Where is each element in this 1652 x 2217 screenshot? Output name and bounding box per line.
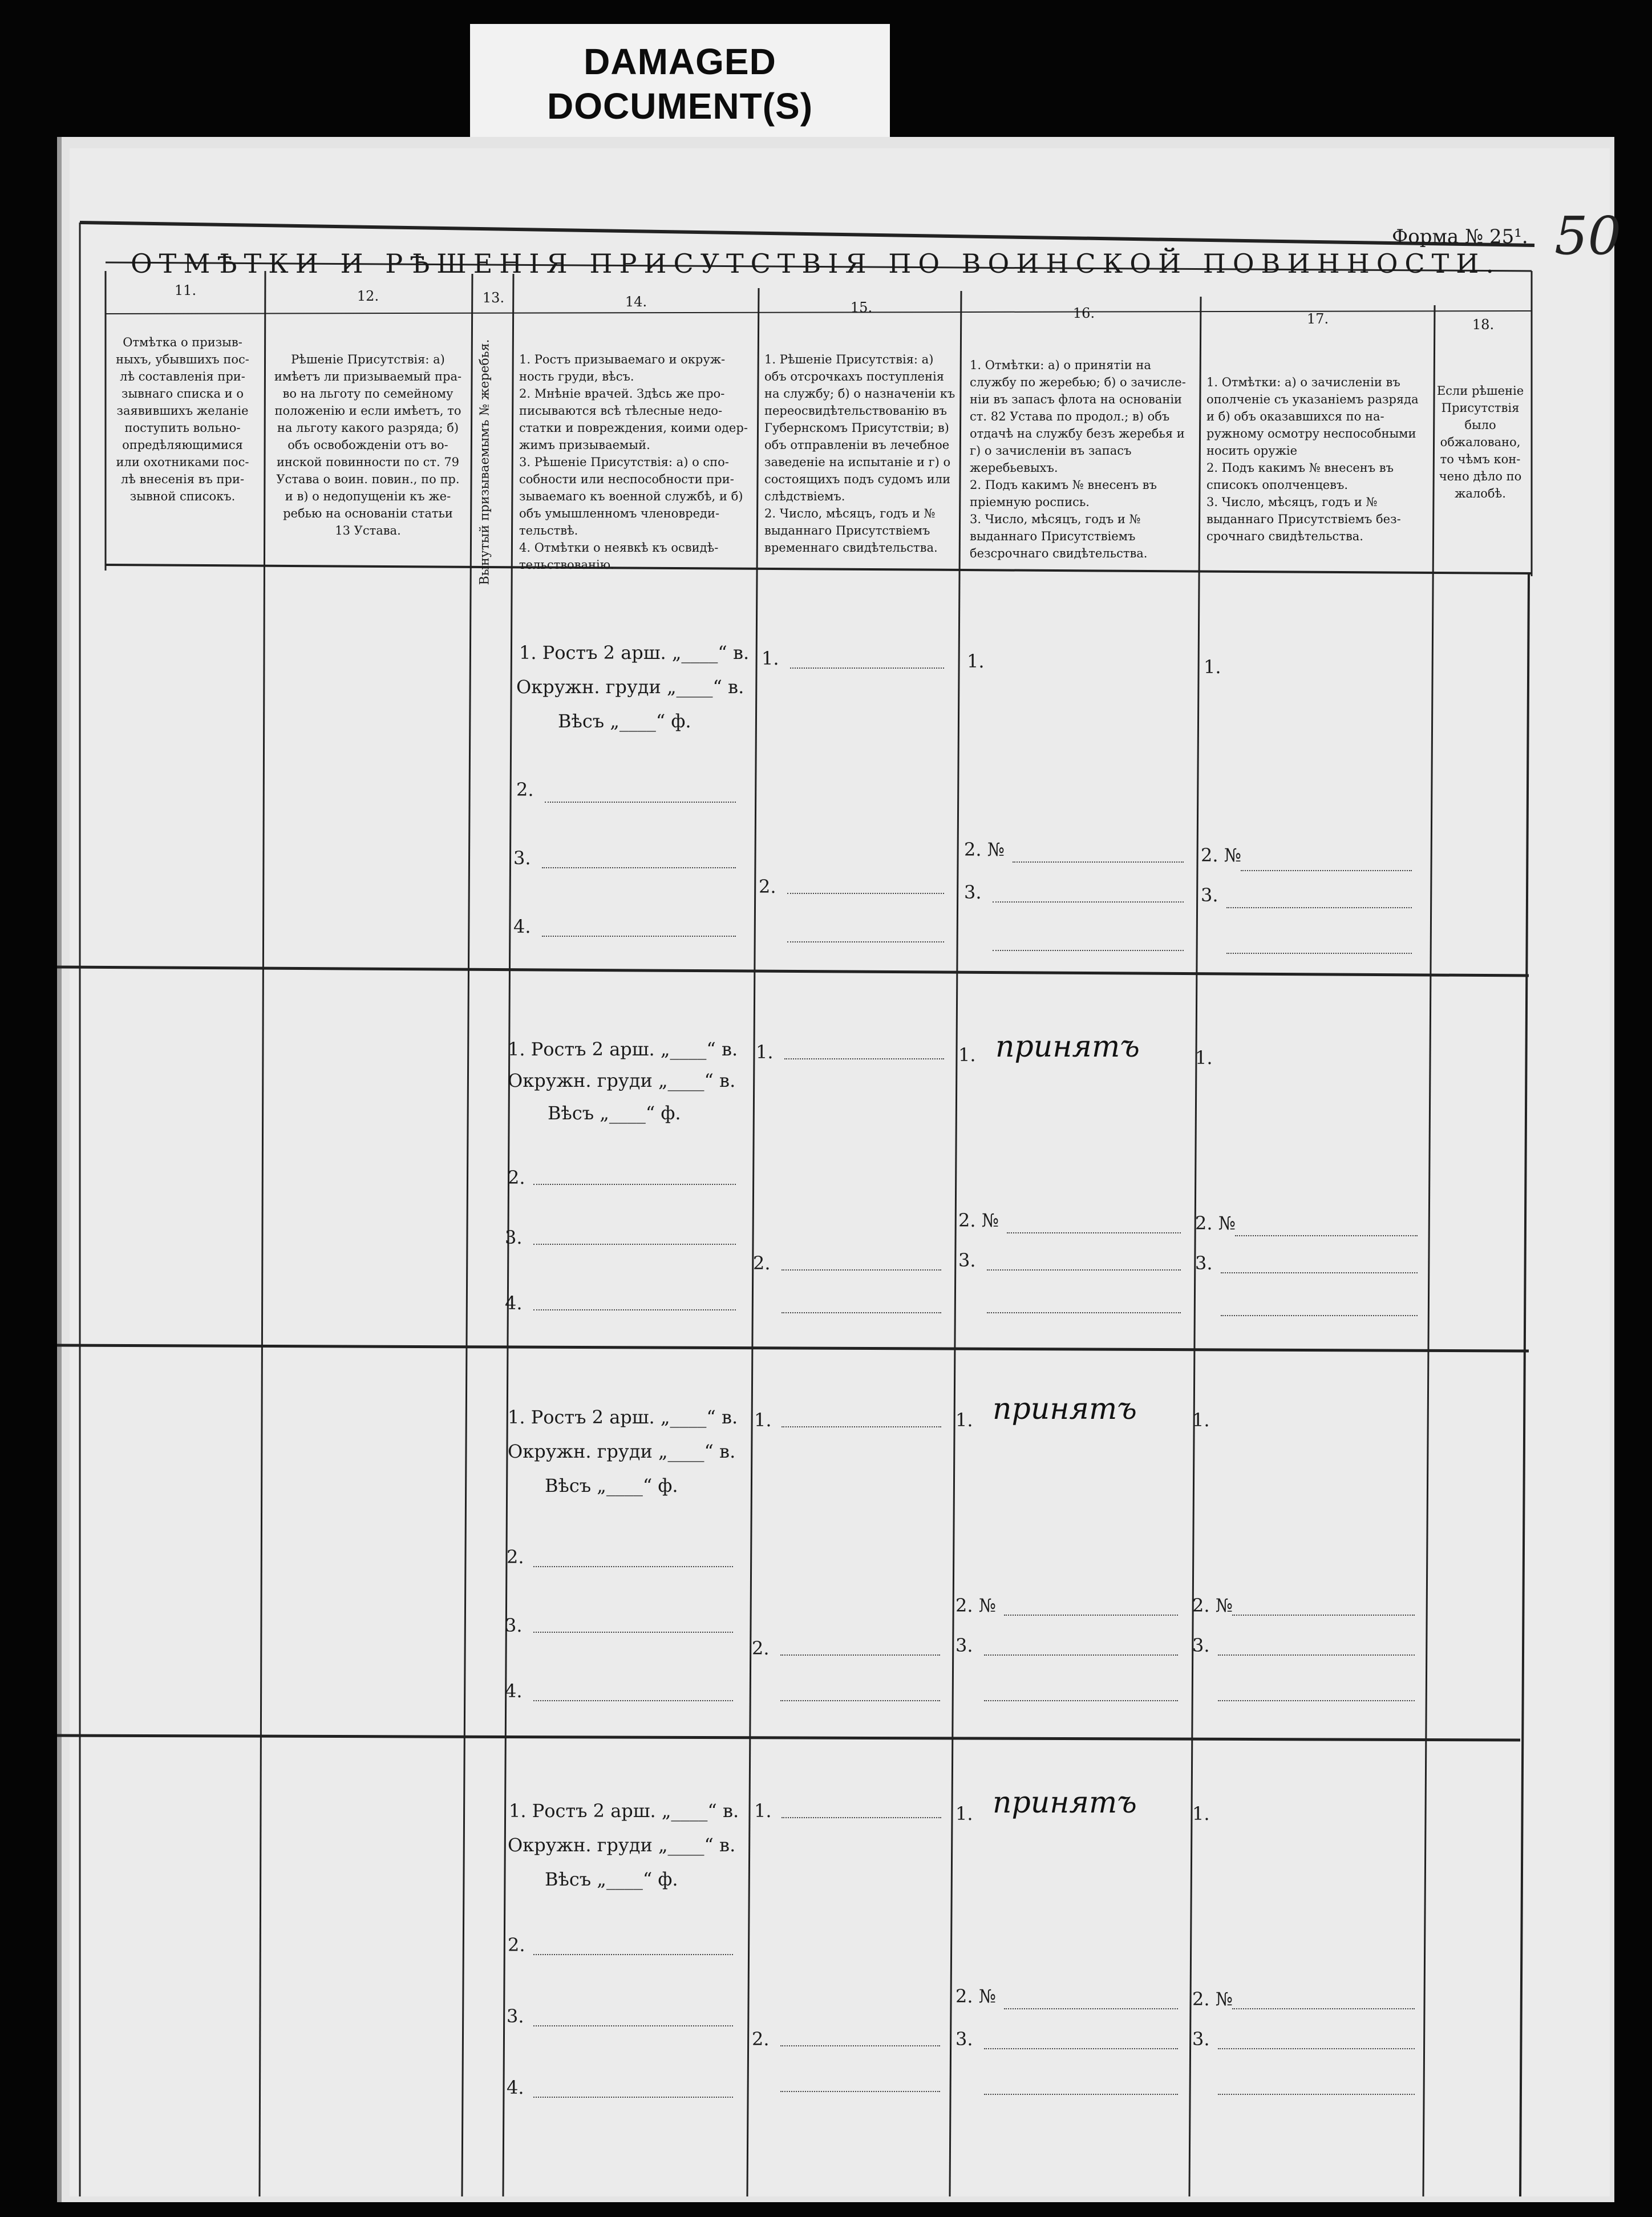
c16-item-2: 2. №	[955, 1595, 996, 1616]
c17-item-1: 1.	[1195, 1047, 1213, 1069]
label-line-2: DOCUMENT(S)	[546, 86, 813, 127]
height-field: 1. Ростъ 2 арш. „____“ в.	[508, 1406, 738, 1428]
c16-item-2: 2. №	[955, 1985, 996, 2007]
c17-item-1: 1.	[1204, 656, 1221, 678]
c15-item-2: 2.	[752, 1637, 770, 1659]
col-num-18: 18.	[1472, 317, 1495, 333]
col-header-17: 1. Отмѣтки: а) о зачисленіи въ ополченіе съ указаніемъ разряда и б) объ оказавшихся по наружному осмотру неспособными носить оружіе 2. Подъ какимъ № внесенъ въ списокъ ополченцевъ. 3. Число, мѣсяцъ, годъ и № выданнаго Присутствіемъ безсрочнаго свидѣтельства.	[1206, 375, 1419, 543]
item-4-label: 4.	[505, 1680, 523, 1702]
handwritten-note: принятъ	[993, 1786, 1137, 1820]
chest-field: Окружн. груди „____“ в.	[516, 676, 744, 698]
col-num-12: 12.	[357, 288, 379, 304]
c17-item-3: 3.	[1195, 1252, 1213, 1274]
handwritten-note: принятъ	[995, 1030, 1140, 1064]
c15-item-2: 2.	[752, 2028, 770, 2050]
c17-item-3: 3.	[1192, 2028, 1210, 2050]
c17-item-3: 3.	[1201, 884, 1218, 906]
item-4-label: 4.	[505, 1292, 523, 1314]
col-header-13: Вынутый призываемымъ № жеребья.	[477, 339, 492, 585]
c16-item-2: 2. №	[964, 839, 1005, 860]
item-2-label: 2.	[508, 1167, 525, 1188]
page-number-handwritten: 50	[1554, 205, 1622, 266]
c15-item-1: 1.	[754, 1409, 772, 1431]
c16-item-2: 2. №	[958, 1209, 999, 1231]
item-2-label: 2.	[516, 779, 534, 800]
c17-item-2: 2. №	[1195, 1212, 1236, 1234]
c15-item-2: 2.	[753, 1252, 771, 1274]
c16-item-1: 1.	[955, 1803, 973, 1824]
c15-item-1: 1.	[756, 1041, 774, 1063]
weight-field: Вѣсъ „____“ ф.	[558, 710, 691, 732]
c17-item-2: 2. №	[1201, 844, 1241, 866]
height-field: 1. Ростъ 2 арш. „____“ в.	[508, 1038, 738, 1060]
c16-item-1: 1.	[955, 1409, 973, 1431]
col-header-16: 1. Отмѣтки: а) о принятіи на службу по жеребью; б) о зачисленіи въ запасъ флота на основаніи ст. 82 Устава по продол.; в) объ отдачѣ на службу безъ жеребья и г) о зачисленіи въ запасъ жеребьевыхъ. 2. Подъ какимъ № внесенъ въ пріемную роспись. 3. Число, мѣсяцъ, годъ и № выданнаго Присутствіемъ безсрочнаго свидѣтельства.	[970, 358, 1186, 560]
col-header-12: Рѣшеніе Присутствія: а) имѣетъ ли призываемый право на льготу по семейному положенію и если имѣетъ, то на льготу какого разряда; б) объ освобожденіи отъ воинской повинности по ст. 79 Устава о воин. повин., по пр. и в) о недопущеніи къ жеребью на основаніи статьи 13 Устава.	[274, 353, 462, 537]
top-border	[80, 222, 1534, 245]
c16-item-3: 3.	[964, 881, 982, 903]
c17-item-2: 2. №	[1192, 1988, 1233, 2010]
item-3-label: 3.	[505, 1615, 523, 1636]
weight-field: Вѣсъ „____“ ф.	[545, 1475, 678, 1496]
height-field: 1. Ростъ 2 арш. „____“ в.	[519, 642, 750, 664]
item-3-label: 3.	[513, 847, 531, 869]
c16-item-1: 1.	[958, 1044, 976, 1066]
c17-item-3: 3.	[1192, 1635, 1210, 1656]
item-2-label: 2.	[508, 1934, 525, 1956]
weight-field: Вѣсъ „____“ ф.	[548, 1102, 681, 1124]
c16-item-3: 3.	[958, 1249, 976, 1271]
height-field: 1. Ростъ 2 арш. „____“ в.	[509, 1800, 739, 1822]
c16-item-1: 1.	[967, 650, 985, 672]
c16-item-3: 3.	[955, 2028, 973, 2050]
item-3-label: 3.	[505, 1227, 523, 1248]
col-num-14: 14.	[625, 294, 647, 310]
c17-item-1: 1.	[1192, 1409, 1210, 1431]
form-number: Форма № 25¹.	[1392, 225, 1528, 248]
item-3-label: 3.	[507, 2005, 524, 2027]
item-4-label: 4.	[513, 916, 531, 937]
col-header-15: 1. Рѣшеніе Присутствія: а) объ отсрочкахъ поступленія на службу; б) о назначеніи къ переосвидѣтельствованію въ Губернскомъ Присутствіи; в) объ отправленіи въ лечебное заведеніе на испытаніе и г) о состоящихъ подъ судомъ или слѣдствіемъ. 2. Число, мѣсяцъ, годъ и № выданнаго Присутствіемъ временнаго свидѣтельства.	[764, 353, 955, 555]
col-num-17: 17.	[1306, 311, 1329, 327]
chest-field: Окружн. груди „____“ в.	[508, 1070, 736, 1091]
chest-field: Окружн. груди „____“ в.	[508, 1834, 736, 1856]
c17-item-2: 2. №	[1192, 1595, 1233, 1616]
col-num-16: 16.	[1072, 305, 1095, 321]
chest-field: Окружн. груди „____“ в.	[508, 1441, 736, 1462]
c15-item-2: 2.	[759, 876, 776, 897]
c16-item-3: 3.	[955, 1635, 973, 1656]
col-num-13: 13.	[482, 290, 505, 306]
c15-item-1: 1.	[762, 648, 779, 669]
c15-item-1: 1.	[754, 1800, 772, 1822]
col-num-15: 15.	[850, 300, 873, 315]
form-title: ОТМѢТКИ И РѢШЕНІЯ ПРИСУТСТВІЯ ПО ВОИНСКОЙ ПОВИННОСТИ.	[130, 248, 1501, 279]
c17-item-1: 1.	[1192, 1803, 1210, 1824]
label-line-1: DAMAGED	[584, 41, 776, 82]
col-header-11: Отмѣтка о призывныхъ, убывшихъ послѣ составленія призывнаго списка и о заявившихъ желаніе поступить вольноопредѣляющимися или охотниками послѣ внесенія въ призывной списокъ.	[116, 335, 249, 503]
col-header-14: 1. Ростъ призываемаго и окружность груди, вѣсъ. 2. Мнѣніе врачей. Здѣсь же прописываются всѣ тѣлесные недостатки и повреждения, коими одержимъ призываемый. 3. Рѣшеніе Присутствія: а) о способности или неспособности призываемаго къ военной службѣ, и б) объ умышленномъ членовредительствѣ. 4. Отмѣтки о неявкѣ къ освидѣтельствованію.	[519, 353, 748, 572]
item-4-label: 4.	[507, 2077, 524, 2098]
col-header-18: Если рѣшеніе Присутствія было обжаловано, то чѣмъ кончено дѣло по жалобѣ.	[1436, 384, 1524, 500]
weight-field: Вѣсъ „____“ ф.	[545, 1868, 678, 1890]
col-num-11: 11.	[174, 282, 197, 298]
handwritten-note: принятъ	[993, 1392, 1137, 1426]
item-2-label: 2.	[507, 1546, 524, 1568]
